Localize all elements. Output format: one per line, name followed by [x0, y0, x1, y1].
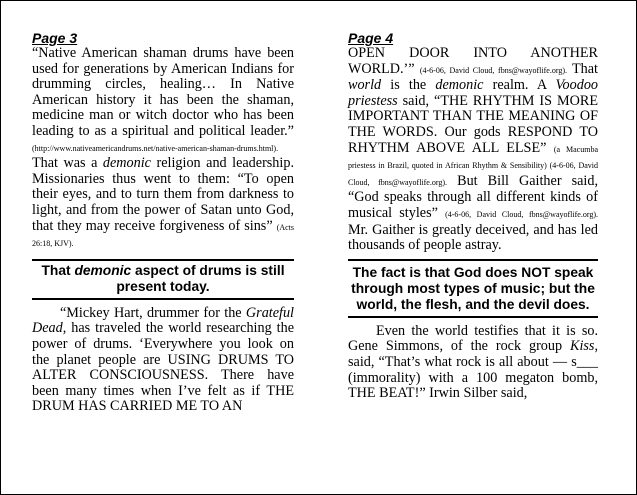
callout-emphasis: demonic: [74, 262, 132, 278]
citation: (http://www.nativeamericandrums.net/native-american-shaman-drums.html).: [32, 143, 279, 153]
callout-text: aspect of drums is still present today.: [116, 262, 285, 294]
citation: (a Macumba priestess in Brazil, quoted in African Rhythm & Sensibility) (4-6-06, David Cloud, fbns@wayoflife.org).: [348, 144, 598, 187]
body-text: That: [572, 60, 598, 77]
body-text: is the: [390, 77, 427, 94]
body-text: , said, “That’s what rock is all about — s___ (immorality) with a 100 megaton bomb, THE BEAT!” Irwin Silber said,: [348, 338, 598, 402]
page-label: Page 3: [32, 30, 78, 46]
body-text: Mr. Gaither is greatly deceived, and has led thousands of people astray.: [348, 221, 598, 254]
body-text: “Mickey Hart, drummer for the: [60, 304, 242, 321]
callout-box: [32, 259, 294, 300]
emphasis: demonic: [102, 155, 151, 172]
body-text: OPEN DOOR INTO ANOTHER WORLD.’”: [348, 45, 598, 77]
paragraph: [32, 46, 294, 252]
emphasis: Grateful Dead: [32, 304, 294, 337]
body-text: , has traveled the world researching the power of drums. ‘Everywhere you look on the planet people are USING DRUMS TO ALTER CONSCIOUSNESS. There have been many times when I’ve felt as if THE DRUM HAS CARRIED ME TO AN: [32, 320, 294, 415]
emphasis: Kiss: [570, 338, 595, 355]
callout-box: The fact is that God does NOT speak through most types of music; but the world, the flesh, and the devil does.: [348, 259, 598, 318]
body-text: Even the world testifies that it is so. Gene Simmons, of the rock group: [348, 322, 598, 355]
body-text: said, “THE RHYTHM IS MORE IMPORTANT THAN THE MEANING OF THE WORDS. Our gods RESPOND TO RHYTHM ABOVE ALL ELSE”: [348, 92, 598, 156]
body-text: religion and leadership. Missionaries thus went to them: “To open their eyes, and to turn them from darkness to light, and from the power of Satan unto God, that they may receive forgiveness of sins”: [32, 155, 294, 234]
paragraph: [348, 324, 598, 402]
page-label: Page 4: [348, 30, 394, 46]
body-text: But Bill Gaither said, “God speaks through all different kinds of musical styles”: [348, 172, 598, 221]
body-text: realm. A: [492, 77, 547, 94]
paragraph: [32, 306, 294, 415]
emphasis: world: [348, 77, 382, 94]
citation: (4-6-06, David Cloud, fbns@wayoflife.org).: [419, 65, 568, 75]
citation: (4-6-06, David Cloud, fbns@wayoflife.org).: [445, 209, 598, 219]
body-text: That was a: [32, 155, 98, 172]
emphasis: Voodoo priestess: [348, 77, 599, 109]
left-page: [32, 30, 294, 415]
callout-text: That: [41, 262, 71, 278]
emphasis: demonic: [435, 77, 484, 94]
right-page: [348, 30, 598, 402]
quote-text: “Native American shaman drums have been used for generations by American Indians for drumming circles, healing… In Native American history it has been the shaman, medicine man or witch doctor who has been leading to as a spiritual and political leader.”: [32, 45, 294, 139]
citation: (Acts 26:18, KJV).: [32, 222, 295, 249]
paragraph: [348, 46, 598, 254]
